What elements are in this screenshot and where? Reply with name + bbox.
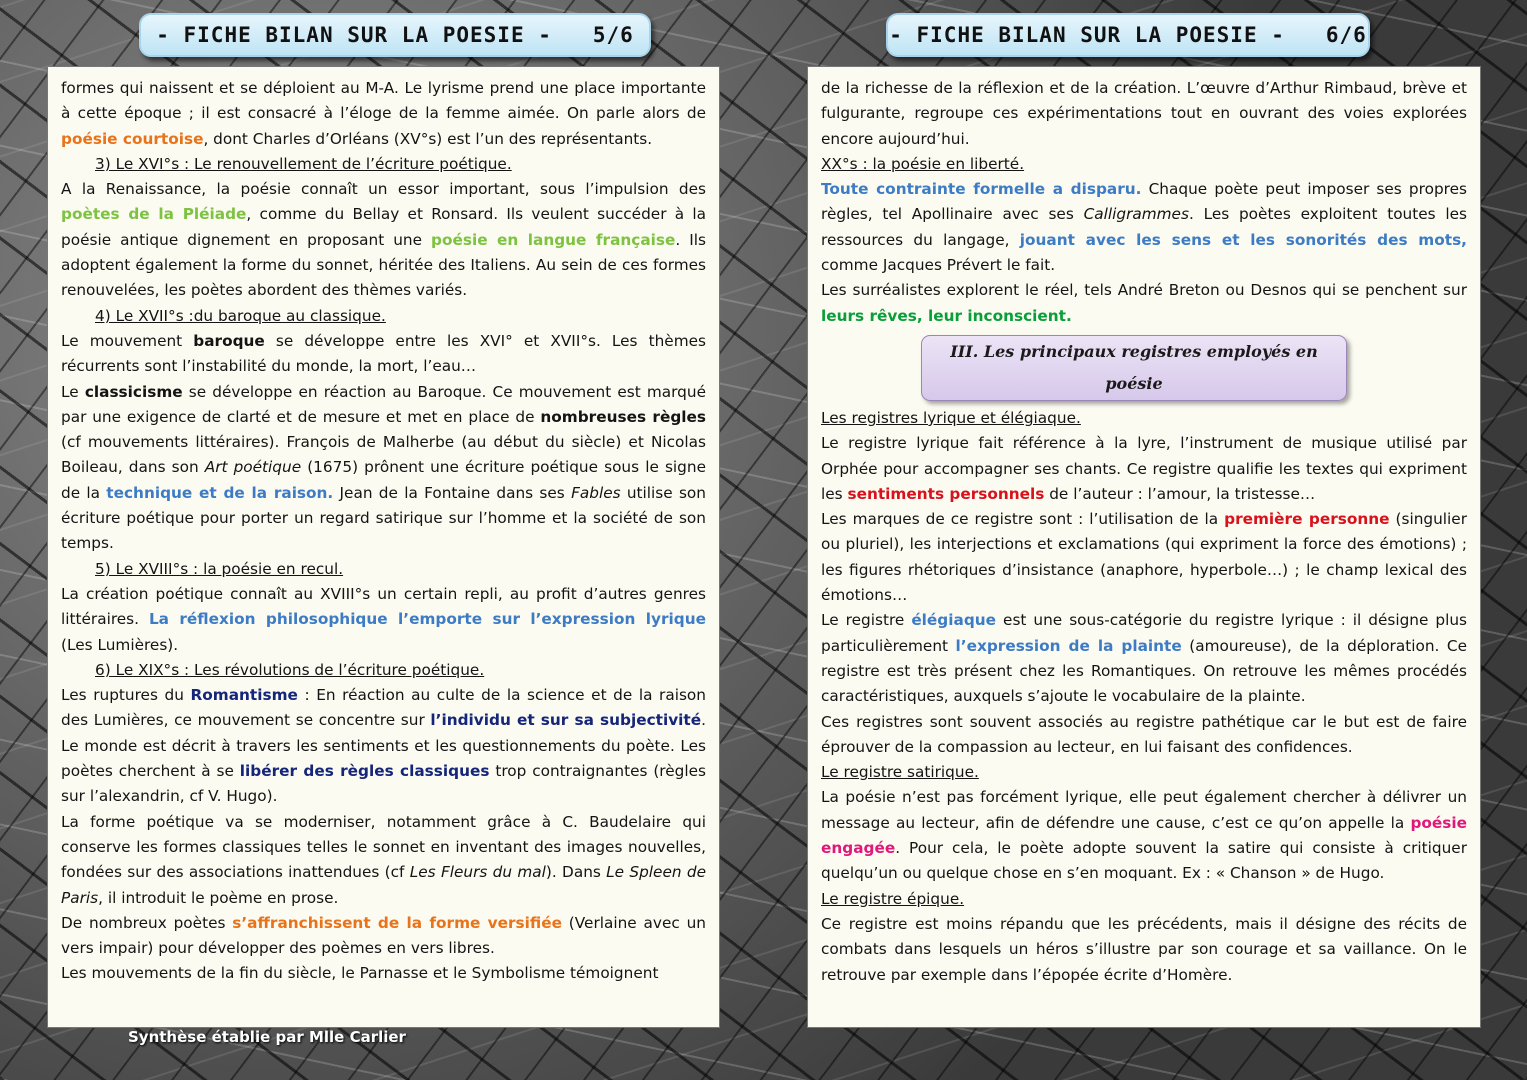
text-run: . Les poètes exploitent toutes les ressources du langage, [821, 205, 1468, 249]
text-run: (amoureuse), de la déploration. Ce registre est très présent chez les Romantiques. On retrouve les mêmes procédés caractéristiques, auxquels s’ajoute le vocabulaire de la plainte. [821, 636, 1467, 706]
text-run: jouant avec les sens et les sonorités des mots, [1019, 230, 1467, 249]
paragraph [821, 507, 1467, 608]
text-run: comme Jacques Prévert le fait. [821, 256, 1056, 275]
text-run: se développe entre les XVI° et XVII°s. Les thèmes récurrents sont l’instabilité du monde, la mort, l’eau… [61, 331, 706, 376]
text-run: Les mouvements de la fin du siècle, le Parnasse et le Symbolisme témoignent [61, 964, 659, 983]
text-run: Romantisme [190, 686, 298, 705]
text-run: libérer des règles classiques [239, 762, 490, 781]
text-run: l’expression de la plainte [955, 636, 1182, 655]
paragraph [61, 177, 706, 303]
text-run: Le Spleen de Paris [61, 863, 707, 907]
text-run: (cf mouvements littéraires). François de Malherbe (au début du siècle) et Nicolas Boileau, dans son [61, 433, 706, 477]
paragraph [61, 76, 706, 152]
text-run: Les Fleurs du mal [409, 863, 546, 882]
paragraph [61, 961, 706, 986]
section-heading: 3) Le XVI°s : Le renouvellement de l’écriture poétique. [95, 154, 512, 173]
text-run: poètes de la Pléiade [61, 205, 247, 224]
text-run: leurs rêves, leur inconscient. [821, 306, 1072, 325]
text-run: Les surréalistes explorent le réel, tels André Breton ou Desnos qui se penchent sur [821, 281, 1467, 300]
text-run: Le mouvement [61, 331, 194, 350]
text-run: élégiaque [911, 611, 997, 630]
text-run: (Les Lumières). [61, 635, 179, 654]
text-run: nombreuses règles [540, 407, 706, 426]
text-run: baroque [193, 331, 265, 350]
text-run: Toute contrainte formelle a disparu. [821, 180, 1142, 199]
paragraph [61, 911, 706, 962]
text-run: formes qui naissent et se déploient au M-A. Le lyrisme prend une place importante à cette époque ; il est consacré à l’éloge de la femme aimée. On parle alors de [61, 79, 706, 123]
paragraph [821, 912, 1467, 988]
section-heading: XX°s : la poésie en liberté. [821, 154, 1025, 173]
text-run: première personne [1224, 510, 1390, 529]
section-title: III. Les principaux registres employés en poésie [921, 335, 1347, 401]
paragraph [821, 608, 1467, 709]
text-run: (1675) prônent une écriture poétique sous le signe de la [61, 458, 706, 502]
text-run: , comme du Bellay et Ronsard. Ils veulent succéder à la poésie antique dignement en proposant une [61, 205, 707, 249]
text-run: utilise son écriture poétique pour porter un regard satirique sur l’homme et la société de son temps. [61, 483, 706, 553]
text-run: . Pour cela, le poète adopte souvent la satire qui consiste à critiquer quelqu’un ou quelque chose en s’en moquant. Ex : « Chanson » de Hugo. [821, 839, 1467, 883]
section-heading: 6) Le XIX°s : Les révolutions de l’écriture poétique. [95, 660, 485, 679]
text-run: (singulier ou pluriel), les interjections et exclamations (qui expriment la force des émotions) ; les figures rhétoriques d’insistance (anaphore, hyperbole…) ; le champ lexical des émotions… [821, 510, 1468, 605]
text-run: Art poétique [204, 458, 302, 477]
text-run: poésie courtoise [61, 129, 204, 148]
text-run: ). Dans [545, 863, 607, 882]
text-run: poésie engagée [821, 813, 1467, 858]
text-run: classicisme [84, 382, 183, 401]
section-heading: Les registres lyrique et élégiaque. [821, 408, 1081, 427]
page-banner-right: - FICHE BILAN SUR LA POESIE - 6/6 [886, 13, 1370, 57]
section-heading: 4) Le XVII°s :du baroque au classique. [95, 306, 386, 325]
paragraph [821, 76, 1467, 152]
text-run: : En réaction au culte de la science et de la raison des Lumières, ce mouvement se concentre sur [61, 686, 706, 730]
text-run: Les marques de ce registre sont : l’utilisation de la [821, 510, 1225, 529]
text-run: de la richesse de la réflexion et de la création. L’œuvre d’Arthur Rimbaud, brève et fulgurante, regroupe ces expérimentations tout en ouvrant des voies explorées encore aujourd’hui. [821, 79, 1467, 148]
text-run: poésie en langue française [431, 230, 676, 249]
paragraph [61, 380, 706, 557]
paragraph [821, 785, 1467, 886]
text-run: Fables [571, 483, 621, 502]
text-run: La poésie n’est pas forcément lyrique, elle peut également chercher à délivrer un message au lecteur, afin de défendre une cause, c’est ce qu’on appelle la [821, 788, 1467, 832]
text-run: trop contraignantes (règles sur l’alexandrin, cf V. Hugo). [61, 762, 706, 806]
text-run: . Ils adoptent également la forme du sonnet, héritée des Italiens. Au sein de ces formes renouvelées, les poètes abordent des thèmes variés. [61, 230, 706, 300]
paragraph [821, 278, 1467, 329]
text-run: . Le monde est décrit à travers les sentiments et les questionnements du poète. Les poètes cherchent à se [61, 711, 706, 781]
text-run: Calligrammes [1083, 205, 1189, 224]
text-run: de l’auteur : l’amour, la tristesse… [1044, 484, 1316, 503]
text-run: Les ruptures du [61, 686, 191, 705]
text-run: La création poétique connaît au XVIII°s un certain repli, au profit d’autres genres littéraires. [61, 584, 706, 629]
text-run: A la Renaissance, la poésie connaît un essor important, sous l’impulsion des [61, 180, 706, 199]
paragraph [61, 582, 706, 658]
text-run: De nombreux poètes [61, 913, 233, 932]
text-run: Ces registres sont souvent associés au registre pathétique car le but est de faire éprouver de la compassion au lecteur, en lui faisant des confidences. [821, 712, 1467, 756]
paragraph [61, 329, 706, 380]
section-heading: 5) Le XVIII°s : la poésie en recul. [95, 559, 344, 578]
paragraph [821, 710, 1467, 761]
author-footer: Synthèse établie par Mlle Carlier [128, 1028, 406, 1046]
paragraph [821, 431, 1467, 507]
paragraph [61, 810, 706, 911]
paragraph [61, 683, 706, 809]
text-run: Le registre [821, 611, 912, 630]
text-run: Ce registre est moins répandu que les précédents, mais il désigne des récits de combats dans lesquels un héros s’illustre par son courage et sa vaillance. On le retrouve par exemple dans l’épopée écrite d’Homère. [821, 914, 1467, 984]
text-run: sentiments personnels [847, 484, 1045, 503]
paragraph [821, 177, 1467, 278]
text-run: l’individu et sur sa subjectivité [430, 711, 702, 730]
section-heading: Le registre satirique. [821, 763, 979, 782]
text-run: Le [61, 382, 85, 401]
text-run: se développe en réaction au Baroque. Ce mouvement est marqué par une exigence de clarté et de mesure et met en place de [61, 382, 706, 426]
text-run: Le registre lyrique fait référence à la lyre, l’instrument de musique utilisé par Orphée pour accompagner ses chants. Ce registre qualifie les textes qui expriment les [821, 434, 1467, 503]
right-page [807, 66, 1481, 1028]
text-run: La forme poétique va se moderniser, notamment grâce à C. Baudelaire qui conserve les formes classiques telles le sonnet en inventant des images nouvelles, fondées sur des associations inattendues (cf [61, 812, 706, 882]
text-run: s’affranchissent de la forme versifiée [232, 913, 562, 932]
text-run: Jean de la Fontaine dans ses [333, 483, 572, 502]
page-banner-left: - FICHE BILAN SUR LA POESIE - 5/6 [139, 13, 651, 57]
text-run: , il introduit le poème en prose. [98, 888, 339, 907]
text-run: est une sous-catégorie du registre lyrique : il désigne plus particulièrement [821, 611, 1468, 655]
text-run: , dont Charles d’Orléans (XV°s) est l’un des représentants. [203, 129, 653, 148]
text-run: (Verlaine avec un vers impair) pour développer des poèmes en vers libres. [61, 913, 706, 958]
text-run: technique et de la raison. [106, 483, 334, 502]
section-heading: Le registre épique. [821, 889, 965, 908]
left-page [47, 66, 720, 1028]
text-run: Chaque poète peut imposer ses propres règles, tel Apollinaire avec ses [821, 180, 1467, 224]
text-run: La réflexion philosophique l’emporte sur l’expression lyrique [148, 610, 706, 629]
